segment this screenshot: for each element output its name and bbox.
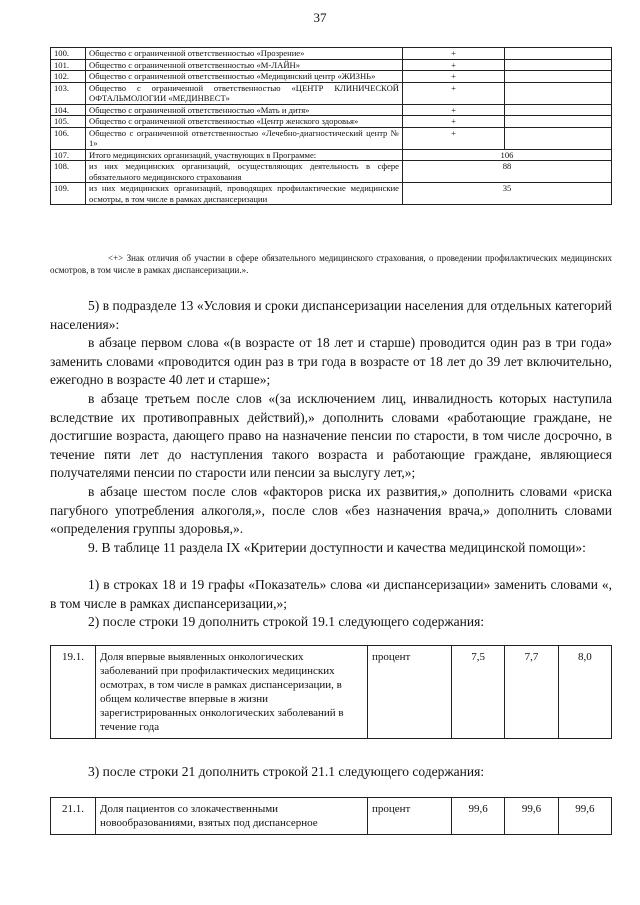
organization-name: Общество с ограниченной ответственностью «М-ЛАЙН» xyxy=(86,59,403,71)
total-count: 35 xyxy=(403,183,612,205)
row-number: 108. xyxy=(51,161,86,183)
value-year-2: 99,6 xyxy=(505,798,558,835)
indicator-name: Доля пациентов со злокачественными новообразованиями, взятых под диспансерное xyxy=(96,798,368,835)
total-count: 88 xyxy=(403,161,612,183)
paragraph-table-11: 9. В таблице 11 раздела IX «Критерии доступности и качества медицинской помощи»: xyxy=(88,540,586,555)
row-number: 109. xyxy=(51,183,86,205)
table-row-total xyxy=(51,183,612,205)
paragraph-subsection-13: 5) в подразделе 13 «Условия и сроки диспансеризации населения для отдельных категорий населения»: xyxy=(50,298,612,332)
paragraph-third-abzac: в абзаце третьем после слов «(за исключением лиц, инвалидность которых наступила вследствие их противоправных действий),» дополнить словами «работающие граждане, не достигшие возраста, дающего право на назначение пенсии по старости, в том числе досрочно, в течение пяти лет до наступления такого возраста и работающие граждане, являющиеся получателями пенсии по старости или пенсии за выслугу лет,»; xyxy=(50,391,612,481)
table-row xyxy=(51,116,612,128)
total-label: из них медицинских организаций, проводящих профилактические медицинские осмотры, в том числе в рамках диспансеризации xyxy=(86,183,403,205)
row-number: 105. xyxy=(51,116,86,128)
organizations-table xyxy=(50,47,612,205)
participation-mark: + xyxy=(403,116,505,128)
participation-mark: + xyxy=(403,82,505,104)
row-number: 107. xyxy=(51,149,86,161)
row-number: 19.1. xyxy=(51,646,96,739)
table-row-total xyxy=(51,161,612,183)
empty-cell xyxy=(505,116,612,128)
value-year-1: 7,5 xyxy=(452,646,505,739)
row-number: 104. xyxy=(51,104,86,116)
table-row xyxy=(51,127,612,149)
table-row-total xyxy=(51,149,612,161)
footnote: <+> Знак отличия об участии в сфере обязательного медицинского страхования, о проведении профилактических медицинских осмотров, в том числе в рамках диспансеризации.». xyxy=(50,253,612,275)
paragraph-rows-18-19: 1) в строках 18 и 19 графы «Показатель» слова «и диспансеризации» заменить словами «, в том числе в рамках диспансеризации,»; xyxy=(50,577,612,611)
table-row xyxy=(51,48,612,60)
organization-name: Общество с ограниченной ответственностью «Центр женского здоровья» xyxy=(86,116,403,128)
row-number: 102. xyxy=(51,71,86,83)
row-number: 21.1. xyxy=(51,798,96,835)
value-year-3: 8,0 xyxy=(558,646,611,739)
participation-mark: + xyxy=(403,48,505,60)
table-row xyxy=(51,71,612,83)
table-row xyxy=(51,59,612,71)
total-count: 106 xyxy=(403,149,612,161)
empty-cell xyxy=(505,71,612,83)
unit: процент xyxy=(368,798,452,835)
row-21-1-table xyxy=(50,797,612,835)
value-year-1: 99,6 xyxy=(452,798,505,835)
indicator-name: Доля впервые выявленных онкологических заболеваний при профилактических медицинских осмотрах, в том числе в рамках диспансеризации, в общем количестве впервые в жизни зарегистрированных онкологических заболеваний в течение года xyxy=(96,646,368,739)
page-number: 37 xyxy=(313,10,327,25)
empty-cell xyxy=(505,48,612,60)
organization-name: Общество с ограниченной ответственностью «Прозрение» xyxy=(86,48,403,60)
empty-cell xyxy=(505,127,612,149)
table-row xyxy=(51,798,612,835)
table-row xyxy=(51,646,612,739)
paragraph-first-abzac: в абзаце первом слова «(в возрасте от 18 лет и старше) проводится один раз в три года» заменить словами «проводится один раз в три года в возрасте от 18 лет до 39 лет включительно, ежегодно в возрасте 40 лет и старше»; xyxy=(50,335,612,388)
organization-name: Общество с ограниченной ответственностью «Лечебно-диагностический центр № 1» xyxy=(86,127,403,149)
organization-name: Общество с ограниченной ответственностью «Медицинский центр «ЖИЗНЬ» xyxy=(86,71,403,83)
value-year-3: 99,6 xyxy=(558,798,611,835)
participation-mark: + xyxy=(403,104,505,116)
paragraph-add-row-19-1: 2) после строки 19 дополнить строкой 19.1 следующего содержания: xyxy=(88,614,485,629)
row-number: 103. xyxy=(51,82,86,104)
value-year-2: 7,7 xyxy=(505,646,558,739)
paragraph-sixth-abzac: в абзаце шестом после слов «факторов риска их развития,» дополнить словами «риска пагубного употребления алкоголя,», после слов «без назначения врача,» дополнить словами «определения группы здоровья,». xyxy=(50,484,612,537)
row-number: 100. xyxy=(51,48,86,60)
paragraph-add-row-21-1: 3) после строки 21 дополнить строкой 21.1 следующего содержания: xyxy=(88,764,485,779)
row-number: 106. xyxy=(51,127,86,149)
empty-cell xyxy=(505,59,612,71)
total-label: из них медицинских организаций, осуществляющих деятельность в сфере обязательного медицинского страхования xyxy=(86,161,403,183)
participation-mark: + xyxy=(403,127,505,149)
unit: процент xyxy=(368,646,452,739)
organization-name: Общество с ограниченной ответственностью «ЦЕНТР КЛИНИЧЕСКОЙ ОФТАЛЬМОЛОГИИ «МЕДИНВЕСТ» xyxy=(86,82,403,104)
row-number: 101. xyxy=(51,59,86,71)
table-row xyxy=(51,104,612,116)
participation-mark: + xyxy=(403,71,505,83)
organization-name: Общество с ограниченной ответственностью «Мать и дитя» xyxy=(86,104,403,116)
row-19-1-table xyxy=(50,645,612,739)
empty-cell xyxy=(505,82,612,104)
participation-mark: + xyxy=(403,59,505,71)
total-label: Итого медицинских организаций, участвующих в Программе: xyxy=(86,149,403,161)
table-row xyxy=(51,82,612,104)
empty-cell xyxy=(505,104,612,116)
